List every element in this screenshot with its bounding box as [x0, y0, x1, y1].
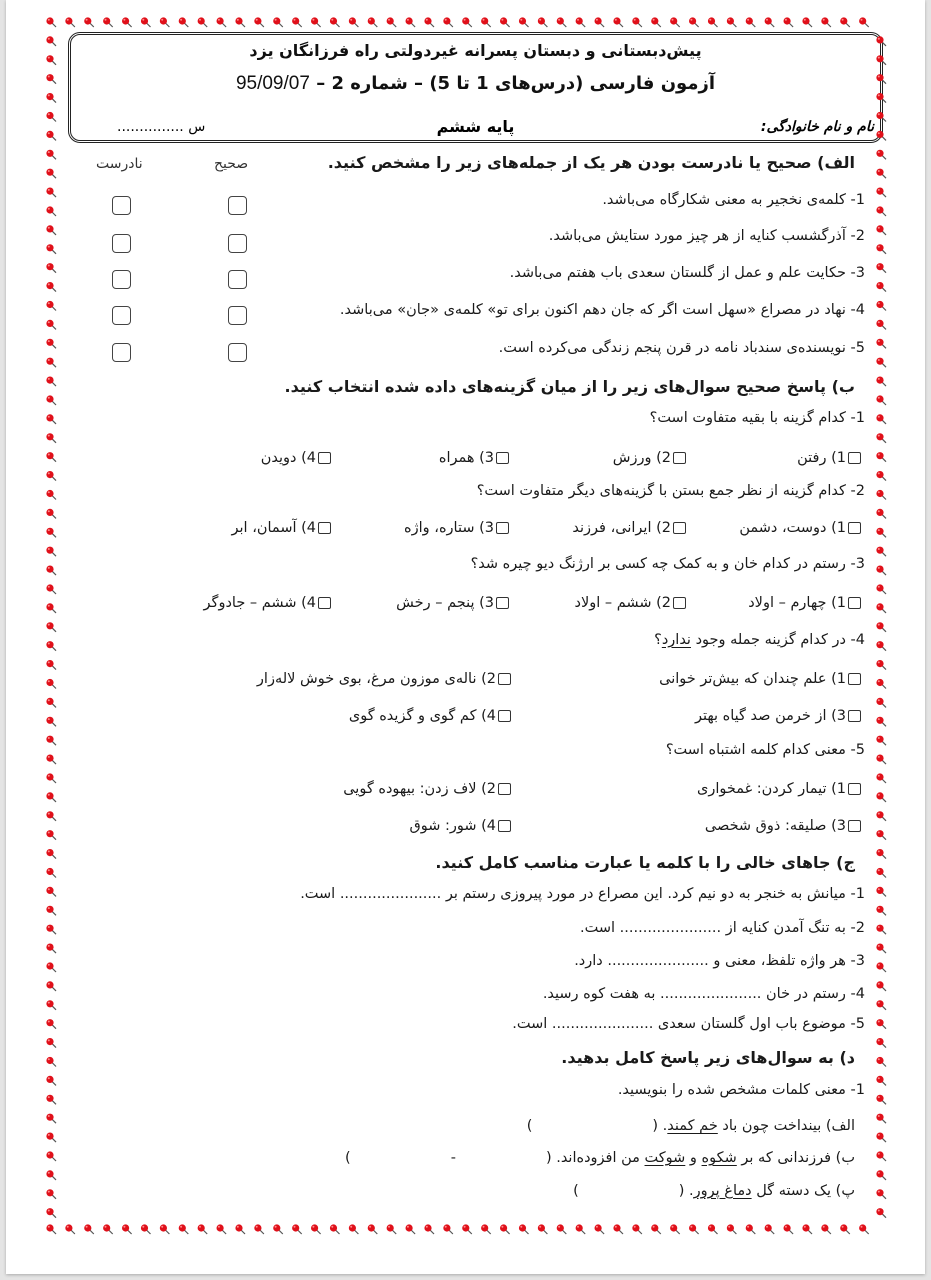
q5-option-2[interactable] — [343, 781, 511, 797]
question-number: 4- — [850, 632, 865, 648]
option-checkbox[interactable] — [848, 783, 861, 795]
answer-separator: - — [450, 1150, 456, 1166]
option-checkbox[interactable] — [498, 783, 511, 795]
question-text: کدام گزینه از نظر جمع بستن با گزینه‌های دیگر متفاوت است؟ — [476, 483, 846, 499]
option-checkbox[interactable] — [848, 673, 861, 685]
option-checkbox[interactable] — [848, 522, 861, 534]
item-number: 1- — [850, 192, 865, 208]
mc-question-3 — [471, 556, 865, 572]
q5-option-3[interactable] — [705, 818, 861, 834]
true-checkbox-2[interactable] — [228, 234, 247, 253]
item-number: 4- — [850, 302, 865, 318]
option-checkbox[interactable] — [498, 820, 511, 832]
option-label: 3) همراه — [438, 450, 494, 466]
underlined-word: خم کمند — [667, 1118, 718, 1134]
item-number: 3- — [850, 265, 865, 281]
false-checkbox-4[interactable] — [112, 306, 131, 325]
conjunction: و — [685, 1150, 702, 1166]
school-name: پیش‌دبستانی و دبستان پسرانه غیردولتی راه فرزانگان یزد — [249, 41, 702, 60]
option-checkbox[interactable] — [848, 452, 861, 464]
q2-option-4[interactable] — [232, 520, 331, 536]
q2-option-2[interactable] — [572, 520, 686, 536]
exam-date: 95/09/07 — [235, 73, 310, 94]
q3-option-1[interactable] — [748, 595, 861, 611]
tf-item-2 — [549, 228, 865, 244]
answer-close-paren: ) — [573, 1183, 579, 1199]
option-label: 2) ایرانی، فرزند — [572, 520, 671, 536]
q5-option-4[interactable] — [409, 818, 511, 834]
fill-item-2[interactable] — [580, 920, 865, 936]
option-checkbox[interactable] — [848, 597, 861, 609]
option-checkbox[interactable] — [848, 710, 861, 722]
underlined-word: ندارد — [661, 632, 691, 648]
false-checkbox-3[interactable] — [112, 270, 131, 289]
answer-close-paren: ) — [345, 1150, 351, 1166]
mc-question-5 — [666, 742, 865, 758]
false-checkbox-2[interactable] — [112, 234, 131, 253]
column-true-header: صحیح — [214, 156, 249, 172]
tf-item-3 — [510, 265, 865, 281]
q3-option-2[interactable] — [575, 595, 686, 611]
question-number: 3- — [850, 556, 865, 572]
option-label: 4) دویدن — [260, 450, 316, 466]
item-text: به تنگ آمدن کنایه از ...................... است. — [580, 920, 846, 936]
true-checkbox-3[interactable] — [228, 270, 247, 289]
item-text: کلمه‌ی نخجیر به معنی شکارگاه می‌باشد. — [602, 192, 846, 208]
option-checkbox[interactable] — [496, 522, 509, 534]
q5-option-1[interactable] — [697, 781, 861, 797]
fill-item-5[interactable] — [512, 1016, 865, 1032]
item-number: 2- — [850, 920, 865, 936]
column-false-header: نادرست — [96, 156, 143, 172]
option-label: 3) از خرمن صد گیاه بهتر — [694, 708, 846, 724]
vocab-part-c[interactable] — [573, 1183, 855, 1199]
mc-question-2 — [477, 483, 865, 499]
question-text: معنی کدام کلمه اشتباه است؟ — [665, 742, 846, 758]
item-number: 5- — [850, 1016, 865, 1032]
q2-option-3[interactable] — [404, 520, 509, 536]
question-mark: ؟ — [654, 632, 662, 648]
item-number: 5- — [850, 340, 865, 356]
exam-title-text: آزمون فارسی (درس‌های 1 تا 5) – شماره 2 – — [309, 73, 716, 94]
option-label: 2) ورزش — [612, 450, 671, 466]
item-number: 2- — [850, 228, 865, 244]
q1-option-3[interactable] — [439, 450, 509, 466]
option-checkbox[interactable] — [673, 597, 686, 609]
tf-item-1 — [602, 192, 865, 208]
exam-header — [68, 32, 883, 143]
item-text: آذرگشسب کنایه از هر چیز مورد ستایش می‌باشد. — [548, 228, 846, 244]
option-checkbox[interactable] — [498, 710, 511, 722]
question-text: کدام گزینه با بقیه متفاوت است؟ — [649, 410, 846, 426]
q3-option-3[interactable] — [396, 595, 509, 611]
item-number: 1- — [850, 886, 865, 902]
option-label: 1) تیمار کردن: غمخواری — [696, 781, 846, 797]
item-number: 4- — [850, 986, 865, 1002]
true-checkbox-1[interactable] — [228, 196, 247, 215]
q4-option-3[interactable] — [695, 708, 861, 724]
answer-open-paren: . ( — [652, 1118, 668, 1134]
item-text: نهاد در مصراع «سهل است اگر که جان دهم اکنون برای تو» کلمه‌ی «جان» می‌باشد. — [339, 302, 846, 318]
exam-title — [71, 73, 880, 95]
grade-label: پایه ششم — [436, 117, 515, 136]
item-text: حکایت علم و عمل از گلستان سعدی باب هفتم می‌باشد. — [509, 265, 846, 281]
option-label: 1) رفتن — [797, 450, 846, 466]
part-label: ب) فرزندانی که بر — [736, 1150, 855, 1166]
question-text: رستم در کدام خان و به کمک چه کسی بر ارژنگ دیو چیره شد؟ — [470, 556, 846, 572]
option-label: 2) ششم – اولاد — [574, 595, 671, 611]
q1-option-4[interactable] — [261, 450, 331, 466]
tf-item-4 — [340, 302, 865, 318]
option-label: 3) صلیقه: ذوق شخصی — [704, 818, 846, 834]
item-number: 3- — [850, 953, 865, 969]
underlined-word: شوکت — [644, 1150, 686, 1166]
option-checkbox[interactable] — [848, 820, 861, 832]
option-label: 4) ششم – جادوگر — [203, 595, 316, 611]
underlined-word: شکوه — [701, 1150, 737, 1166]
item-text: موضوع باب اول گلستان سعدی ...................... است. — [512, 1016, 846, 1032]
vocab-part-b[interactable] — [345, 1150, 855, 1166]
question-number: 1- — [850, 1082, 865, 1098]
student-name-label: نام و نام خانوادگی: — [760, 119, 874, 135]
section-d-title: د) به سوال‌های زیر پاسخ کامل بدهید. — [561, 1048, 855, 1067]
true-checkbox-4[interactable] — [228, 306, 247, 325]
answer-open-paren: . ( — [678, 1183, 694, 1199]
option-checkbox[interactable] — [496, 597, 509, 609]
option-label: 3) پنجم – رخش — [396, 595, 494, 611]
answer-close-paren: ) — [526, 1118, 533, 1134]
fill-item-4[interactable] — [543, 986, 865, 1002]
option-label: 4) کم گوی و گزیده گوی — [348, 708, 496, 724]
question-text: در کدام گزینه جمله وجود — [690, 632, 846, 648]
option-checkbox[interactable] — [496, 452, 509, 464]
section-a-title: الف) صحیح یا نادرست بودن هر یک از جمله‌های زیر را مشخص کنید. — [327, 153, 855, 172]
q2-option-1[interactable] — [739, 520, 861, 536]
false-checkbox-5[interactable] — [112, 343, 131, 362]
option-checkbox[interactable] — [318, 522, 331, 534]
question-number: 2- — [850, 483, 865, 499]
part-label: پ) یک دسته گل — [751, 1183, 855, 1199]
fill-item-1[interactable] — [300, 886, 865, 902]
option-label: 4) شور: شوق — [409, 818, 496, 834]
vocab-part-a[interactable] — [527, 1118, 855, 1134]
q1-option-1[interactable] — [797, 450, 861, 466]
question-text: معنی کلمات مشخص شده را بنویسید. — [617, 1082, 846, 1098]
class-field[interactable]: س ............... — [117, 119, 206, 135]
open-question-1 — [618, 1082, 865, 1098]
true-checkbox-5[interactable] — [228, 343, 247, 362]
option-label: 1) چهارم – اولاد — [748, 595, 846, 611]
option-checkbox[interactable] — [318, 452, 331, 464]
false-checkbox-1[interactable] — [112, 196, 131, 215]
fill-item-3[interactable] — [574, 953, 865, 969]
option-label: 3) ستاره، واژه — [404, 520, 494, 536]
option-label: 4) آسمان، ابر — [231, 520, 316, 536]
option-checkbox[interactable] — [673, 452, 686, 464]
item-text: میانش به خنجر به دو نیم کرد. این مصراع در مورد پیروزی رستم بر ...................... است. — [300, 886, 846, 902]
section-b-title: ب) پاسخ صحیح سوال‌های زیر را از میان گزینه‌های داده شده انتخاب کنید. — [284, 377, 855, 396]
section-c-title: ج) جاهای خالی را با کلمه یا عبارت مناسب کامل کنید. — [435, 853, 855, 872]
option-label: 1) علم چندان که بیش‌تر خوانی — [659, 671, 846, 687]
underlined-word: دماغ پرور — [693, 1183, 752, 1199]
q4-option-4[interactable] — [349, 708, 511, 724]
question-number: 1- — [850, 410, 865, 426]
mc-question-1 — [650, 410, 865, 426]
q4-option-2[interactable] — [257, 671, 511, 687]
item-text: هر واژه تلفظ، معنی و ...................... دارد. — [574, 953, 846, 969]
option-label: 1) دوست، دشمن — [739, 520, 846, 536]
part-label: الف) بینداخت چون باد — [717, 1118, 855, 1134]
option-checkbox[interactable] — [673, 522, 686, 534]
q4-option-1[interactable] — [659, 671, 861, 687]
answer-open-paren: من افزوده‌اند. ( — [545, 1150, 645, 1166]
item-text: نویسنده‌ی سندباد نامه در قرن پنجم زندگی می‌کرده است. — [498, 340, 846, 356]
tf-item-5 — [499, 340, 865, 356]
q3-option-4[interactable] — [204, 595, 331, 611]
mc-question-4 — [654, 632, 865, 648]
option-label: 2) ناله‌ی موزون مرغ، بوی خوش لاله‌زار — [256, 671, 496, 687]
q1-option-2[interactable] — [613, 450, 686, 466]
question-number: 5- — [850, 742, 865, 758]
option-checkbox[interactable] — [318, 597, 331, 609]
option-checkbox[interactable] — [498, 673, 511, 685]
option-label: 2) لاف زدن: بیهوده گویی — [343, 781, 496, 797]
item-text: رستم در خان ...................... به هفت کوه رسید. — [542, 986, 846, 1002]
